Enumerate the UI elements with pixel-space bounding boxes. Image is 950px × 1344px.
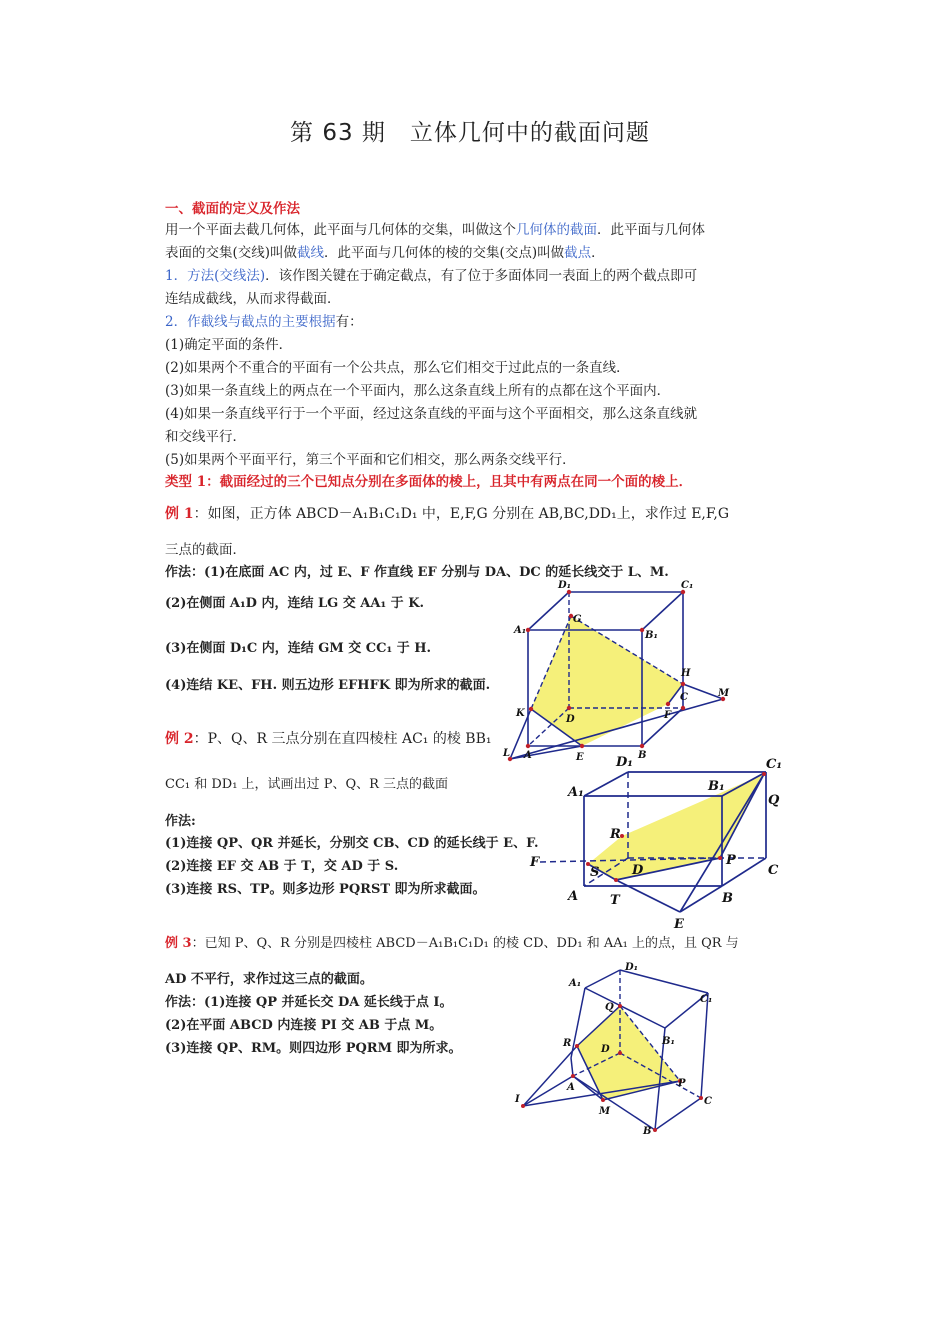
section-polygon (577, 1006, 680, 1100)
example-1-step-1: 作法：(1)在底面 AC 内，过 E、F 作直线 EF 分别与 DA、DC 的延长线交于 L、M. (165, 565, 669, 580)
method-line-2: 连结成截线，从而求得截面． (165, 291, 341, 307)
label-B1: B₁ (708, 779, 725, 794)
label-C1: C₁ (681, 580, 694, 591)
label-I: I (515, 1094, 520, 1105)
term-point: 截点 (564, 245, 592, 261)
label-A: A (524, 750, 532, 761)
def-text: ． (591, 245, 605, 261)
example-3-step-3: (3)连接 QP、RM。则四边形 PQRM 即为所求。 (165, 1041, 462, 1056)
label-C1: C₁ (700, 994, 713, 1005)
label-S: S (590, 865, 600, 880)
label-E: E (576, 752, 584, 763)
label-C: C (704, 1096, 712, 1107)
label-B: B (643, 1126, 652, 1137)
example-2-step-3: (3)连接 RS、TP。则多边形 PQRST 即为所求截面。 (165, 882, 486, 897)
question-text: ：如图，正方体 ABCD－A₁B₁C₁D₁ 中，E,F,G 分别在 AB,BC,DD₁上，求作过 E,F,G (193, 506, 730, 522)
method-line (165, 266, 697, 286)
example-3-figure (505, 958, 745, 1138)
label-D1: D₁ (616, 755, 633, 770)
definition-line-1 (165, 220, 705, 240)
label-K: K (516, 708, 525, 719)
rule-3: (3)如果一条直线上的两点在一个平面内，那么这条直线上所有的点都在这个平面内． (165, 383, 671, 399)
label-H: H (681, 668, 691, 679)
example-3-question (165, 934, 739, 954)
example-2-figure (530, 752, 790, 932)
term-line: 截线 (297, 245, 325, 261)
label-A: A (567, 1082, 575, 1093)
basis-line (165, 312, 363, 332)
method-label: 1．方法(交线法) (165, 268, 266, 284)
label-G: G (573, 614, 582, 625)
label-B1: B₁ (662, 1036, 675, 1047)
def-text: 用一个平面去截几何体，此平面与几何体的交集，叫做这个 (165, 222, 516, 238)
label-F: F (664, 710, 672, 721)
label-B: B (722, 891, 733, 906)
example-2-question (165, 729, 492, 749)
definition-line-2 (165, 243, 605, 263)
example-label: 例 3 (165, 936, 192, 951)
example-2-step-0: 作法: (165, 814, 196, 829)
label-A1: A₁ (568, 785, 584, 800)
term-section: 几何体的截面 (516, 222, 597, 238)
question-text: ：已知 P、Q、R 分别是四棱柱 ABCD－A₁B₁C₁D₁ 的棱 CD、DD₁ 和 AA₁ 上的点，且 QR 与 (191, 936, 739, 951)
label-P: P (678, 1078, 686, 1089)
example-1-step-3: (3)在侧面 D₁C 内，连结 GM 交 CC₁ 于 H. (165, 641, 432, 656)
label-Q: Q (768, 793, 780, 808)
page-title: 第 63 期 立体几何中的截面问题 (290, 120, 650, 146)
label-B1: B₁ (645, 630, 658, 641)
label-M: M (599, 1106, 611, 1117)
label-F: F (530, 855, 540, 870)
example-3-step-2: (2)在平面 ABCD 内连接 PI 交 AB 于点 M。 (165, 1018, 443, 1033)
label-D1: D₁ (625, 962, 639, 973)
rule-5: (5)如果两个平面平行，第三个平面和它们相交，那么两条交线平行． (165, 452, 576, 468)
example-2-question-2: CC₁ 和 DD₁ 上，试画出过 P、Q、R 三点的截面 (165, 777, 449, 792)
example-2-step-1: (1)连接 QP、QR 并延长，分别交 CB、CD 的延长线于 E、F. (165, 836, 539, 851)
label-Q: Q (605, 1002, 614, 1013)
label-D1: D₁ (558, 580, 572, 591)
label-D: D (601, 1044, 610, 1055)
label-A1: A₁ (569, 978, 582, 989)
label-C: C (768, 863, 779, 878)
example-1-question-2: 三点的截面． (165, 542, 246, 558)
basis-suffix: 有： (335, 314, 363, 330)
example-label: 例 2 (165, 731, 194, 747)
label-D: D (566, 714, 575, 725)
example-1-step-4: (4)连结 KE、FH. 则五边形 EFHFK 即为所求的截面. (165, 678, 491, 693)
example-label: 例 1 (165, 506, 194, 522)
section-heading: 一、截面的定义及作法 (165, 201, 300, 217)
label-D: D (632, 863, 644, 878)
label-R: R (610, 827, 621, 842)
example-2-step-2: (2)连接 EF 交 AB 于 T，交 AD 于 S. (165, 859, 399, 874)
example-3-step-1: 作法：(1)连接 QP 并延长交 DA 延长线于点 I。 (165, 995, 453, 1010)
rule-4-cont: 和交线平行． (165, 429, 246, 445)
type-1-heading: 类型 1：截面经过的三个已知点分别在多面体的棱上，且其中有两点在同一个面的棱上． (165, 474, 693, 490)
label-E: E (674, 917, 684, 932)
def-text: ．此平面与几何体 (597, 222, 705, 238)
label-M: M (718, 688, 730, 699)
method-text: ．该作图关键在于确定截点，有了位于多面体同一表面上的两个截点即可 (265, 268, 698, 284)
example-1-step-2: (2)在侧面 A₁D 内，连结 LG 交 AA₁ 于 K. (165, 596, 425, 611)
label-P: P (726, 853, 736, 868)
label-A: A (568, 889, 579, 904)
question-text: ：P、Q、R 三点分别在直四棱柱 AC₁ 的棱 BB₁ (193, 731, 492, 747)
example-1-figure (500, 578, 740, 768)
label-R: R (563, 1038, 572, 1049)
basis-label: 2．作截线与截点的主要根据 (165, 314, 336, 330)
example-1-question (165, 504, 729, 524)
rule-4: (4)如果一条直线平行于一个平面，经过这条直线的平面与这个平面相交，那么这条直线就 (165, 406, 698, 422)
label-C: C (680, 692, 688, 703)
rule-2: (2)如果两个不重合的平面有一个公共点，那么它们相交于过此点的一条直线． (165, 360, 630, 376)
label-L: L (503, 748, 511, 759)
rule-1: (1)确定平面的条件． (165, 337, 293, 353)
example-3-question-2: AD 不平行，求作过这三点的截面。 (165, 972, 373, 987)
label-C1: C₁ (766, 757, 783, 772)
label-B: B (638, 750, 647, 761)
def-text: ．此平面与几何体的棱的交集(交点)叫做 (324, 245, 565, 261)
label-A1: A₁ (514, 625, 527, 636)
def-text: 表面的交集(交线)叫做 (165, 245, 298, 261)
label-T: T (610, 893, 620, 908)
